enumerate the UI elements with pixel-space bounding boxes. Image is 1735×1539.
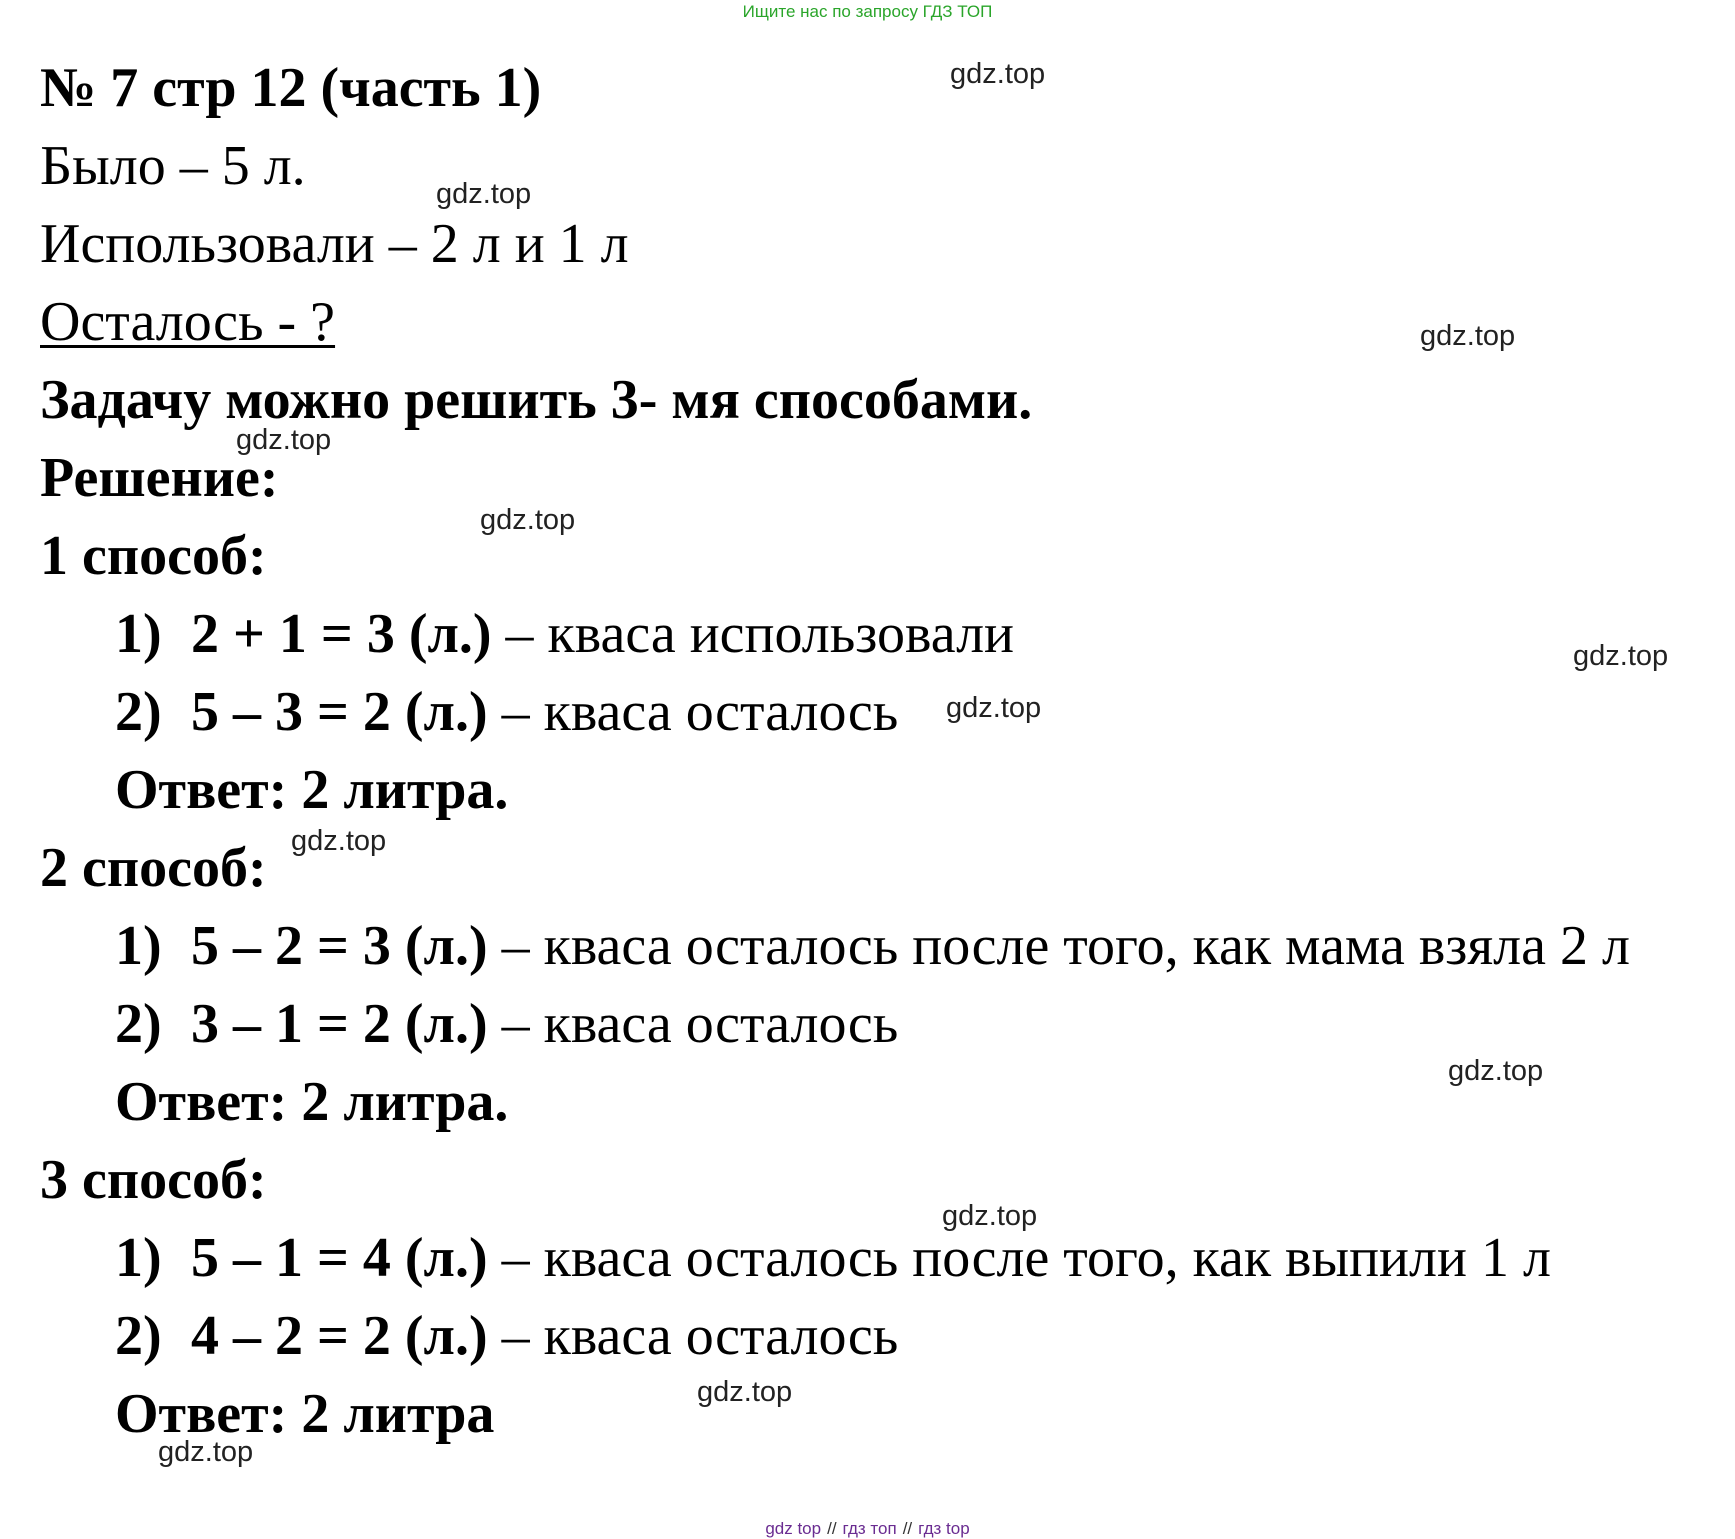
watermark: gdz.top	[480, 504, 576, 536]
footer-link[interactable]: gdz top	[765, 1519, 822, 1538]
step-expression: 5 – 2 = 3 (л.)	[191, 915, 488, 977]
watermark: gdz.top	[1420, 320, 1516, 352]
step-text: – кваса осталось	[487, 993, 899, 1055]
watermark: gdz.top	[158, 1436, 254, 1468]
method-3-step-1	[115, 1226, 1551, 1290]
watermark: gdz.top	[950, 58, 1046, 90]
watermark: gdz.top	[1573, 640, 1669, 672]
method-1-step-1	[115, 602, 1014, 666]
step-text: – кваса осталось	[487, 1305, 899, 1367]
method-2-heading: 2 способ:	[40, 837, 267, 899]
watermark: gdz.top	[697, 1376, 793, 1408]
condition-used: Использовали – 2 л и 1 л	[40, 213, 629, 275]
watermark: gdz.top	[942, 1200, 1038, 1232]
watermark: gdz.top	[946, 692, 1042, 724]
method-2-step-2	[115, 992, 898, 1056]
watermark: gdz.top	[1448, 1055, 1544, 1087]
step-expression: 4 – 2 = 2 (л.)	[191, 1305, 488, 1367]
step-expression: 3 – 1 = 2 (л.)	[191, 993, 488, 1055]
step-number: 1)	[115, 1227, 162, 1289]
method-2-step-1	[115, 914, 1630, 978]
step-text: – кваса осталось после того, как выпили 1 л	[487, 1227, 1551, 1289]
intro-text: Задачу можно решить 3- мя способами.	[40, 369, 1033, 431]
footer-separator: //	[902, 1519, 913, 1538]
method-1-answer: Ответ: 2 литра.	[115, 759, 509, 821]
step-number: 2)	[115, 681, 162, 743]
step-number: 1)	[115, 603, 162, 665]
step-number: 2)	[115, 1305, 162, 1367]
step-number: 2)	[115, 993, 162, 1055]
top-banner: Ищите нас по запросу ГДЗ ТОП	[742, 2, 993, 21]
method-3-answer: Ответ: 2 литра	[115, 1383, 495, 1445]
step-expression: 5 – 3 = 2 (л.)	[191, 681, 488, 743]
method-3-heading: 3 способ:	[40, 1149, 267, 1211]
watermark: gdz.top	[436, 178, 532, 210]
solution-heading: Решение:	[40, 447, 279, 509]
footer-separator: //	[827, 1519, 837, 1538]
step-number: 1)	[115, 915, 162, 977]
footer-link[interactable]: гдз top	[918, 1519, 970, 1538]
condition-was: Было – 5 л.	[40, 135, 306, 197]
condition-left: Осталось - ?	[40, 291, 336, 353]
step-expression: 2 + 1 = 3 (л.)	[191, 603, 492, 665]
method-1-step-2	[115, 680, 898, 744]
step-text: – кваса использовали	[491, 603, 1015, 665]
footer-link[interactable]: гдз топ	[842, 1519, 897, 1538]
page-title: № 7 стр 12 (часть 1)	[40, 57, 542, 119]
step-text: – кваса осталось после того, как мама взяла 2 л	[487, 915, 1630, 977]
method-3-step-2	[115, 1304, 898, 1368]
method-1-heading: 1 способ:	[40, 525, 267, 587]
watermark: gdz.top	[291, 825, 387, 857]
method-2-answer: Ответ: 2 литра.	[115, 1071, 509, 1133]
step-text: – кваса осталось	[487, 681, 899, 743]
footer-links	[0, 1519, 1735, 1539]
step-expression: 5 – 1 = 4 (л.)	[191, 1227, 488, 1289]
watermark: gdz.top	[236, 424, 332, 456]
